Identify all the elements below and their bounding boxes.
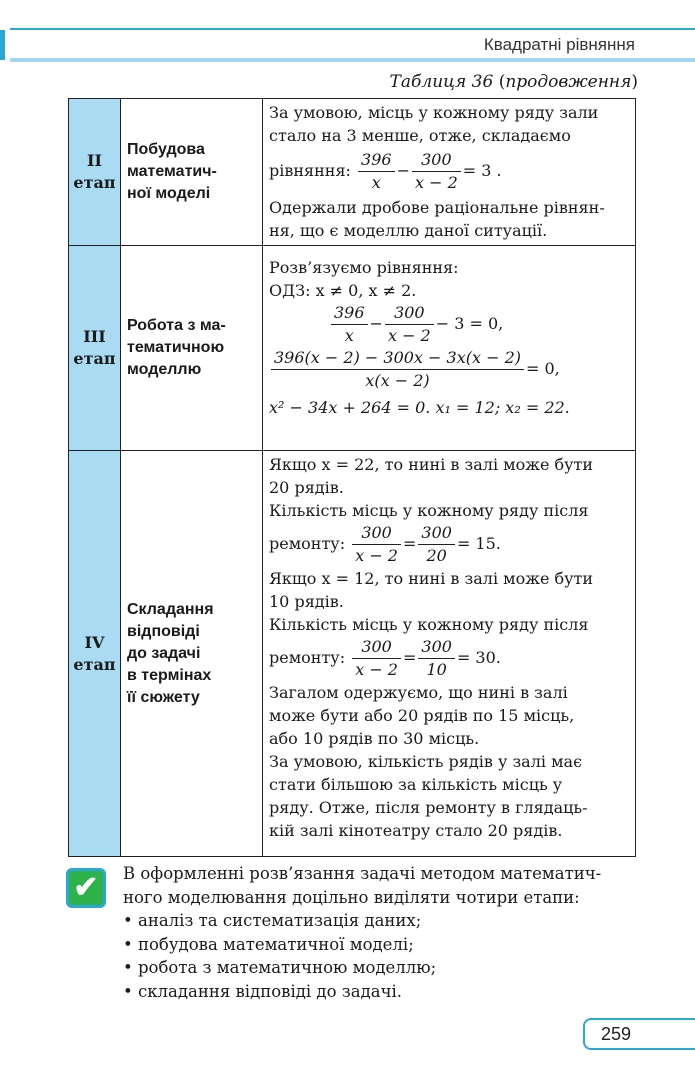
stage-word: етап bbox=[73, 654, 116, 674]
equation-line: ремонту: $\frac{300}{x - 2}$ = $\frac{300}{10}$ = 30. bbox=[269, 637, 501, 679]
text-line: ряду. Отже, після ремонту в глядаць- bbox=[269, 798, 588, 817]
stage-name-line: Побудова bbox=[127, 141, 205, 158]
equation-line: $\frac{396}{x}$ − $\frac{300}{x - 2}$ − 3 = 0, bbox=[269, 302, 631, 347]
text-line: 10 рядів. bbox=[269, 592, 344, 611]
list-item: • робота з математичною моделлю; bbox=[123, 956, 646, 980]
list-item: • складання відповіді до задачі. bbox=[123, 980, 646, 1004]
page-number-box bbox=[583, 1018, 695, 1050]
stage-name-line: в термінах bbox=[127, 666, 212, 684]
stage-number: III bbox=[83, 327, 106, 346]
stage-name-line: Складання bbox=[127, 600, 214, 618]
note-text bbox=[123, 862, 646, 1003]
fraction: $\frac{300}{20}$ bbox=[418, 522, 455, 567]
text-line: може бути або 20 рядів по 15 місць, bbox=[269, 706, 575, 725]
text-line: Загалом одержуємо, що нині в залі bbox=[269, 683, 568, 702]
chapter-title: Квадратні рівняння bbox=[483, 35, 635, 54]
stage-name-line: відповіді bbox=[127, 622, 200, 640]
stage-name-cell bbox=[121, 451, 263, 857]
stage-name-cell bbox=[121, 246, 263, 451]
stage-name-line: математич- bbox=[127, 163, 217, 180]
text-line: Одержали дробове раціональне рівнян- bbox=[269, 198, 605, 217]
caption-prefix: Таблиця 36 bbox=[389, 72, 494, 92]
table-row bbox=[69, 451, 636, 857]
table-caption: Таблиця 36 (продовження) bbox=[389, 72, 638, 92]
fraction: $\frac{300}{x - 2}$ bbox=[412, 149, 461, 194]
stage-name-line: ної моделі bbox=[127, 185, 211, 202]
stage-name-cell bbox=[121, 99, 263, 246]
equation-line: рівняння: $\frac{396}{x}$ − $\frac{300}{x - 2}$ = 3 . bbox=[269, 150, 502, 192]
header-accent-bar bbox=[0, 30, 5, 60]
fraction: $\frac{396}{x}$ bbox=[331, 302, 368, 347]
text-line: ОДЗ: x ≠ 0, x ≠ 2. bbox=[269, 281, 417, 300]
list-item: • аналіз та систематизація даних; bbox=[123, 909, 646, 933]
text-line: ня, що є моделлю даної ситуації. bbox=[269, 221, 548, 240]
text-line: За умовою, місць у кожному ряду зали bbox=[269, 103, 599, 122]
fraction: $\frac{300}{10}$ bbox=[418, 636, 455, 681]
fraction: $\frac{300}{x - 2}$ bbox=[352, 522, 401, 567]
table-row bbox=[69, 99, 636, 246]
text-line: Якщо x = 22, то нині в залі може бути bbox=[269, 455, 594, 474]
note-line: ного моделювання доцільно виділяти чотири етапи: bbox=[123, 887, 580, 907]
stage-name-line: тематичною bbox=[127, 339, 225, 356]
text-line: Кількість місць у кожному ряду після bbox=[269, 615, 589, 634]
stage-cell bbox=[69, 451, 121, 857]
header-rule-top bbox=[10, 28, 695, 30]
text-line: стало на 3 менше, отже, складаємо bbox=[269, 126, 571, 145]
fraction: $\frac{300}{x - 2}$ bbox=[385, 302, 434, 347]
stage-name-line: моделлю bbox=[127, 361, 202, 378]
list-item: • побудова математичної моделі; bbox=[123, 933, 646, 957]
text-line: За умовою, кількість рядів у залі має bbox=[269, 752, 583, 771]
text-line: або 10 рядів по 30 місць. bbox=[269, 729, 480, 748]
page-number: 259 bbox=[601, 1024, 632, 1044]
stage-word: етап bbox=[73, 349, 116, 368]
stage-number: II bbox=[87, 151, 102, 170]
checkmark-icon: ✔ bbox=[66, 868, 106, 908]
stages-list bbox=[123, 909, 646, 1003]
stage-cell bbox=[69, 246, 121, 451]
text-line: Якщо x = 12, то нині в залі може бути bbox=[269, 569, 594, 588]
fraction: $\frac{300}{x - 2}$ bbox=[352, 636, 401, 681]
text-line: Розв’язуємо рівняння: bbox=[269, 258, 459, 277]
stage-name-line: до задачі bbox=[127, 644, 201, 662]
header-rule-bottom bbox=[10, 58, 695, 62]
stage-content-cell bbox=[263, 451, 636, 857]
table-row bbox=[69, 246, 636, 451]
stage-word: етап bbox=[73, 173, 116, 192]
fraction: $\frac{396}{x}$ bbox=[358, 149, 395, 194]
equation-line: ремонту: $\frac{300}{x - 2}$ = $\frac{300}{20}$ = 15. bbox=[269, 523, 501, 565]
stage-cell bbox=[69, 99, 121, 246]
text-line: Кількість місць у кожному ряду після bbox=[269, 501, 589, 520]
stage-name-line: її сюжету bbox=[127, 688, 200, 706]
summary-note bbox=[66, 862, 646, 1003]
page-header bbox=[0, 28, 695, 62]
stage-number: IV bbox=[84, 632, 105, 652]
stage-content-cell bbox=[263, 99, 636, 246]
text-line: стати більшою за кількість місць у bbox=[269, 775, 563, 794]
text-line: кій залі кінотеатру стало 20 рядів. bbox=[269, 821, 563, 840]
stage-name-line: Робота з ма- bbox=[127, 317, 226, 334]
caption-continued: продовження bbox=[505, 72, 632, 92]
note-line: В оформленні розв’язання задачі методом математич- bbox=[123, 864, 602, 883]
equation-line: $\frac{396(x - 2) - 300x - 3x(x - 2)}{x(x - 2)}$ = 0, bbox=[269, 347, 631, 392]
stage-content-cell bbox=[263, 246, 636, 451]
stages-table bbox=[68, 98, 636, 857]
equation-line: x² − 34x + 264 = 0. x₁ = 12; x₂ = 22. bbox=[269, 398, 570, 417]
text-line: 20 рядів. bbox=[269, 478, 344, 497]
fraction: $\frac{396(x - 2) - 300x - 3x(x - 2)}{x(x - 2)}$ bbox=[271, 347, 524, 392]
